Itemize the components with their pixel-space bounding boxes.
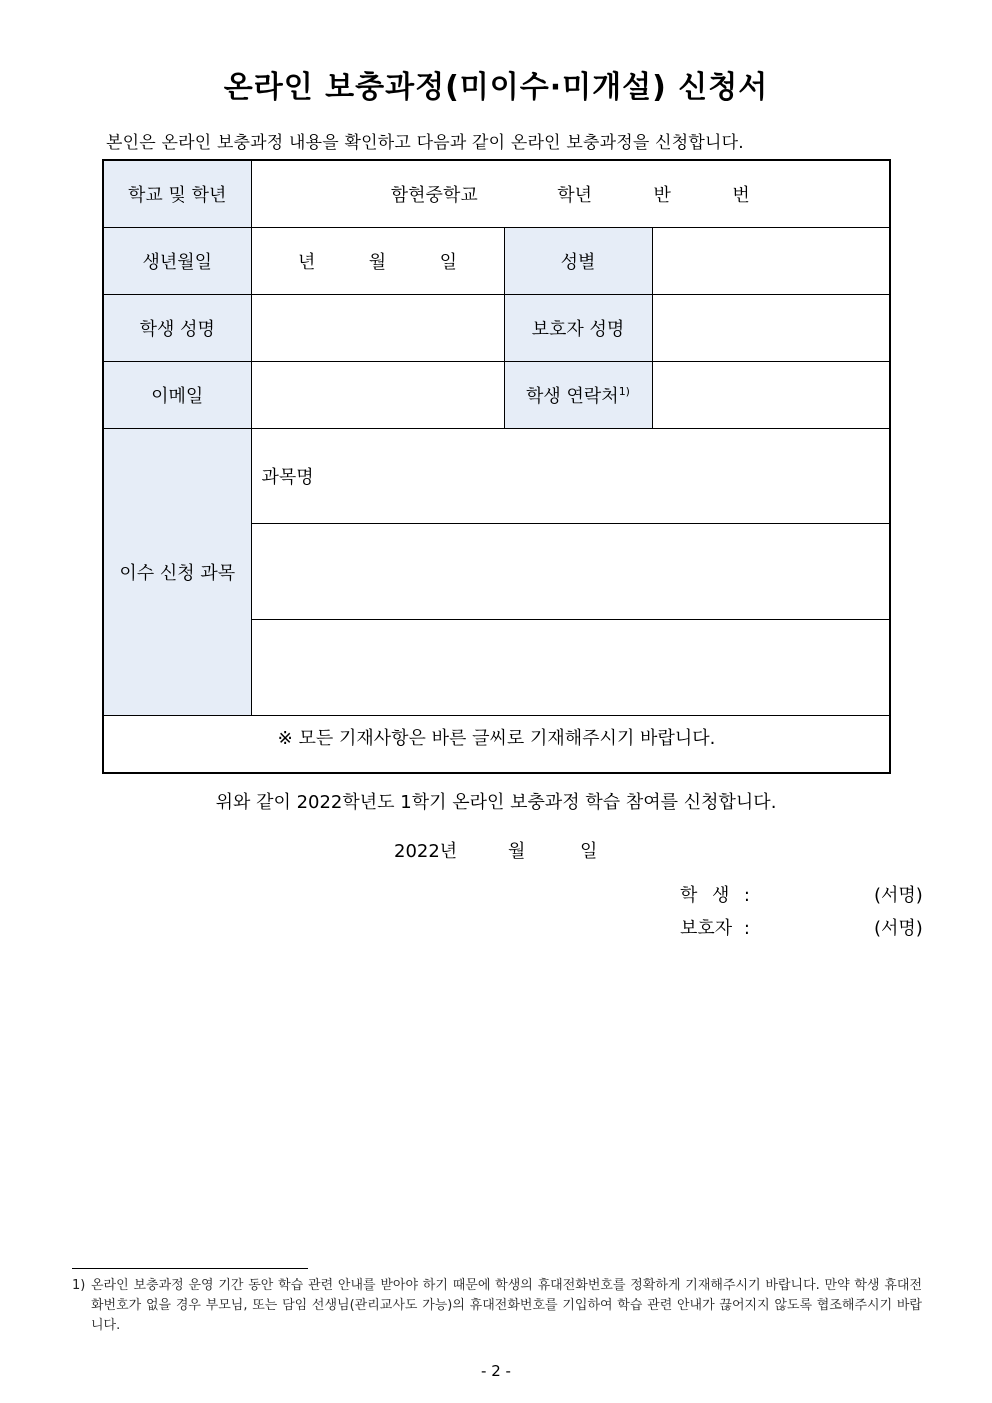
student-name-field[interactable]: [251, 294, 504, 361]
guardian-name-label: 보호자 성명: [504, 294, 652, 361]
student-contact-field[interactable]: [652, 361, 890, 428]
student-contact-text: 학생 연락처: [526, 385, 619, 407]
gender-label: 성별: [504, 227, 652, 294]
contact-row: [103, 361, 890, 428]
student-signature-mark: (서명): [874, 885, 923, 906]
subject-row-1: [103, 428, 890, 523]
student-name-label: 학생 성명: [103, 294, 251, 361]
student-signature-label: 학 생 :: [680, 885, 750, 906]
email-label: 이메일: [103, 361, 251, 428]
school-grade-label: 학교 및 학년: [103, 160, 251, 227]
document-title: 온라인 보충과정(미이수·미개설) 신청서: [223, 70, 769, 105]
footnote-number: 1): [72, 1278, 86, 1293]
guardian-signature-label: 보호자 :: [680, 918, 750, 939]
closing-statement: 위와 같이 2022학년도 1학기 온라인 보충과정 학습 참여를 신청합니다.: [215, 792, 777, 813]
grade-unit: 학년: [557, 184, 592, 206]
subjects-label: 이수 신청 과목: [103, 428, 251, 715]
subject-field-3[interactable]: [251, 619, 890, 715]
date-day: 일: [580, 841, 598, 862]
school-row: [103, 160, 890, 227]
name-row: [103, 294, 890, 361]
page-number: - 2 -: [481, 1362, 511, 1380]
school-grade-field[interactable]: [251, 160, 890, 227]
notice-text: ※ 모든 기재사항은 바른 글씨로 기재해주시기 바랍니다.: [103, 715, 890, 773]
footnote-marker: 1): [618, 384, 630, 398]
subject-field-2[interactable]: [251, 523, 890, 619]
student-contact-label: [504, 361, 652, 428]
guardian-signature-mark: (서명): [874, 918, 923, 939]
subject-field-1[interactable]: [251, 428, 890, 523]
birth-row: [103, 227, 890, 294]
month-unit: 월: [368, 251, 387, 273]
application-form-table: [102, 159, 891, 774]
date-year: 2022년: [394, 841, 458, 862]
footnote-divider: [72, 1268, 308, 1269]
subject-name-label: 과목명: [261, 466, 314, 488]
guardian-name-field[interactable]: [652, 294, 890, 361]
intro-text: 본인은 온라인 보충과정 내용을 확인하고 다음과 같이 온라인 보충과정을 신청합니다.: [106, 133, 744, 153]
email-field[interactable]: [251, 361, 504, 428]
footnote-text: 온라인 보충과정 운영 기간 동안 학습 관련 안내를 받아야 하기 때문에 학생의 휴대전화번호를 정확하게 기재해주시기 바랍니다. 만약 학생 휴대전화번호가 없을 경우 부모님, 또는 담임 선생님(관리교사도 가능)의 휴대전화번호를 기입하여 학습 관련 안내가 끊어지지 않도록 협조해주시기 바랍니다.: [91, 1278, 922, 1333]
birth-date-field[interactable]: [251, 227, 504, 294]
day-unit: 일: [439, 251, 458, 273]
school-name: 함현중학교: [390, 184, 478, 206]
birth-date-label: 생년월일: [103, 227, 251, 294]
number-unit: 번: [732, 184, 750, 206]
gender-field[interactable]: [652, 227, 890, 294]
date-month: 월: [508, 841, 526, 862]
class-unit: 반: [653, 184, 671, 206]
year-unit: 년: [297, 251, 316, 273]
footnote: [72, 1276, 922, 1336]
notice-row: [103, 715, 890, 773]
